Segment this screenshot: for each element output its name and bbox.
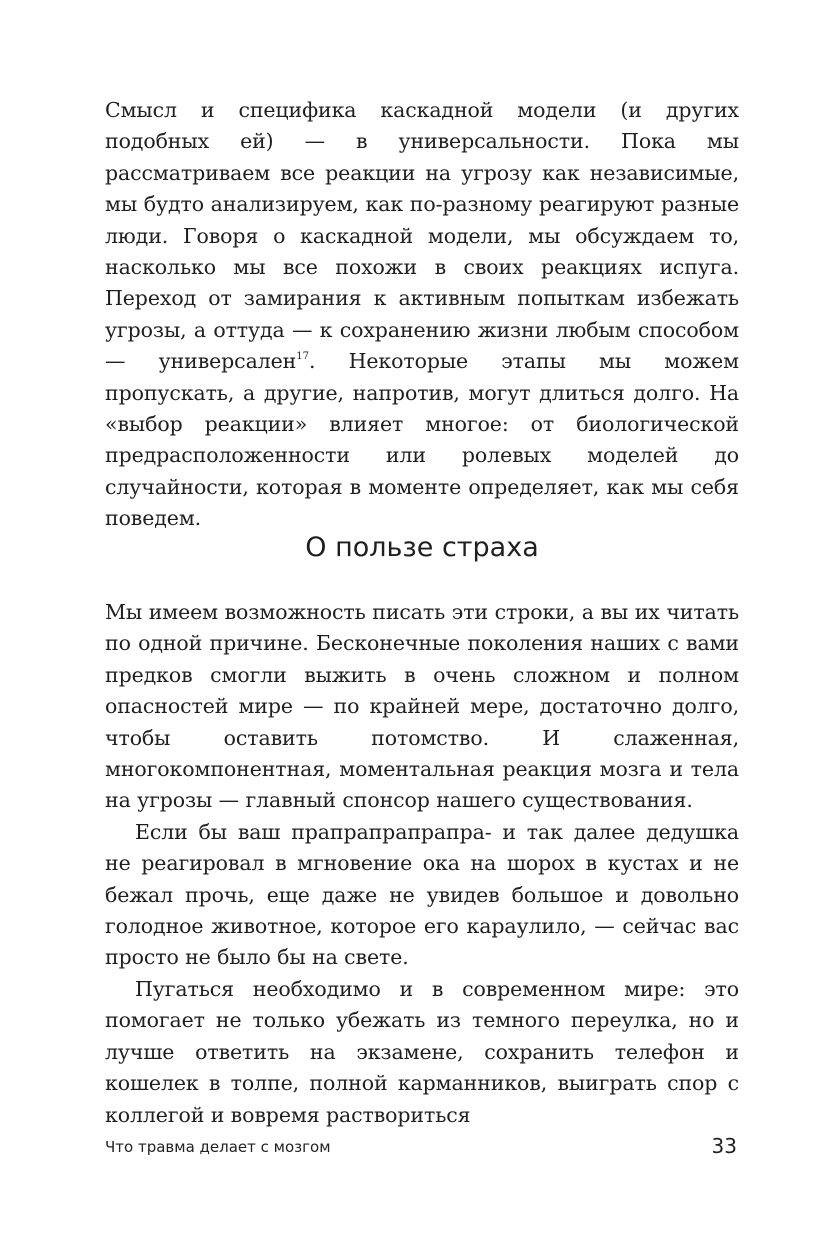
running-footer-book-title: Что травма делает с мозгом bbox=[105, 1138, 331, 1156]
intro-paragraph-text-end: . Некоторые этапы мы можем пропускать, а другие, напротив, могут длиться долго. На «выбор реакции» влияет многое: от биологической предрасположенности или ролевых моделей до случайности, которая в моменте определяет, как мы себя поведем. bbox=[105, 349, 739, 531]
section-paragraph-3: Пугаться необходимо и в современном мире: это помогает не только убежать из темного переулка, но и лучше ответить на экзамене, сохранить телефон и кошелек в толпе, полной карманников, выиграть спор с коллегой и вовремя раствориться bbox=[105, 976, 739, 1127]
intro-paragraph bbox=[105, 95, 739, 535]
section-heading: О пользе страха bbox=[305, 532, 539, 563]
page-number: 33 bbox=[711, 1134, 737, 1158]
section-paragraph-2: Если бы ваш прапрапрапрапра- и так далее дедушка не реагировал в мгновение ока на шорох в кустах и не бежал прочь, еще даже не увидев большое и довольно голодное животное, которое его караулило, — сейчас вас просто не было бы на свете. bbox=[105, 819, 739, 970]
section-text-block bbox=[105, 597, 739, 1131]
section-paragraph-1: Мы имеем возможность писать эти строки, а вы их читать по одной причине. Бесконечные поколения наших с вами предков смогли выжить в очень сложном и полном опасностей мире — по крайней мере, достаточно долго, чтобы оставить потомство. И слаженная, многокомпонентная, моментальная реакция мозга и тела на угрозы — главный спонсор нашего существования. bbox=[105, 600, 739, 813]
intro-text-block bbox=[105, 95, 739, 535]
footnote-reference[interactable]: 17 bbox=[296, 351, 309, 363]
intro-paragraph-text-start: Смысл и специфика каскадной модели (и других подобных ей) — в универсальности. Пока мы рассматриваем все реакции на угрозу как независимые, мы будто анализируем, как по-разному реагируют разные люди. Говоря о каскадной модели, мы обсуждаем то, насколько мы все похожи в своих реакциях испуга. Переход от замирания к активным попыткам избежать угрозы, а оттуда — к сохранению жизни любым способом — универсален bbox=[105, 98, 739, 374]
